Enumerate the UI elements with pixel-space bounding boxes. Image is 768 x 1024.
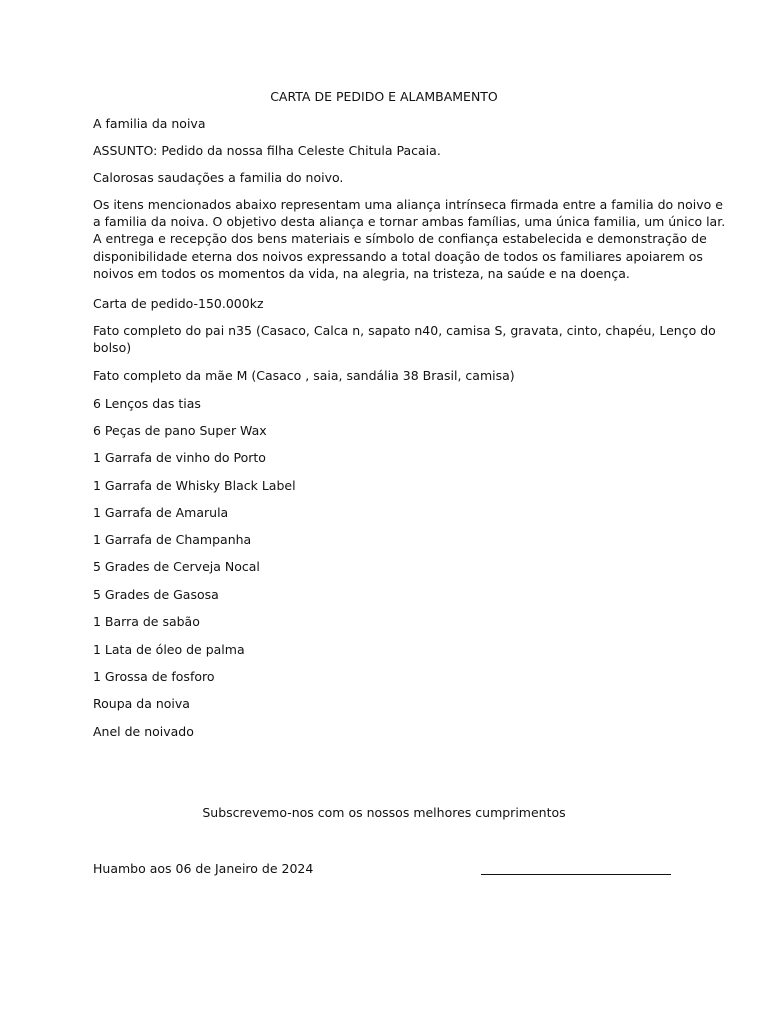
signature-line [481,874,671,875]
list-item: 1 Garrafa de vinho do Porto [93,450,266,465]
list-item: 1 Lata de óleo de palma [93,642,245,657]
body-line: A entrega e recepção dos bens materiais e símbolo de confiança estabelecida e demonstração de [93,231,707,247]
subject-line: ASSUNTO: Pedido da nossa filha Celeste Chitula Pacaia. [93,143,441,158]
body-line: disponibilidade eterna dos noivos expressando a total doação de todos os familiares apoiarem os [93,248,703,264]
father-outfit-line: Fato completo do pai n35 (Casaco, Calca n, sapato n40, camisa S, gravata, cinto, chapéu, Lenço do [93,323,716,338]
list-item: 5 Grades de Cerveja Nocal [93,559,260,574]
list-item: Anel de noivado [93,724,194,739]
request-amount-line: Carta de pedido-150.000kz [93,296,264,311]
body-line: a familia da noiva. O objetivo desta aliança e tornar ambas famílias, uma única familia, um único lar. [93,214,726,230]
body-line: noivos em todos os momentos da vida, na alegria, na tristeza, na saúde e na doença. [93,265,630,281]
list-item: 5 Grades de Gasosa [93,587,219,602]
list-item: 1 Garrafa de Champanha [93,532,252,547]
list-item: 1 Barra de sabão [93,614,200,629]
list-item: 1 Grossa de fosforo [93,669,215,684]
closing-line: Subscrevemo-nos com os nossos melhores cumprimentos [202,805,566,820]
place-date-line: Huambo aos 06 de Janeiro de 2024 [93,861,314,876]
list-item: 1 Garrafa de Whisky Black Label [93,478,296,493]
document-title: CARTA DE PEDIDO E ALAMBAMENTO [270,89,498,104]
list-item: Roupa da noiva [93,696,190,711]
body-paragraph [93,196,726,282]
greeting-line: Calorosas saudações a familia do noivo. [93,170,344,185]
list-item: 6 Peças de pano Super Wax [93,423,267,438]
recipient-line: A familia da noiva [93,116,206,131]
list-item: Fato completo da mãe M (Casaco , saia, sandália 38 Brasil, camisa) [93,368,515,383]
list-item: 6 Lenços das tias [93,396,201,411]
list-item: 1 Garrafa de Amarula [93,505,229,520]
father-outfit-paragraph [93,322,716,356]
body-line: Os itens mencionados abaixo representam uma aliança intrínseca firmada entre a familia do noivo e [93,197,723,212]
father-outfit-line: bolso) [93,340,132,356]
